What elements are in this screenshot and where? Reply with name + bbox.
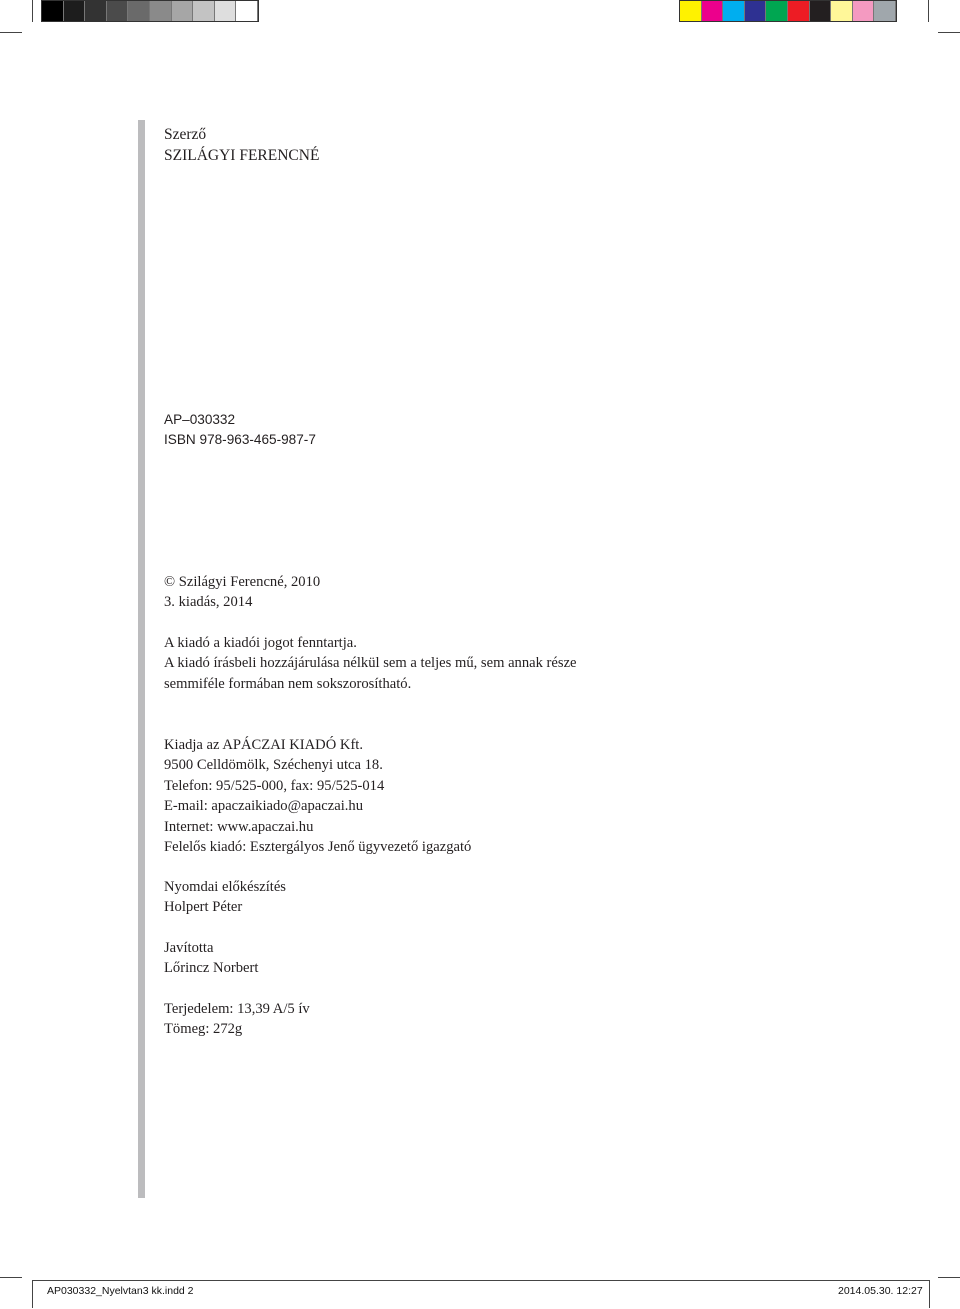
author-name: SZILÁGYI FERENCNÉ: [164, 147, 320, 164]
corrected-block: [164, 938, 258, 979]
color-swatch: [831, 1, 853, 21]
grey-swatch: [128, 1, 150, 21]
grey-swatch: [150, 1, 172, 21]
color-swatch: [788, 1, 810, 21]
grey-swatch: [215, 1, 237, 21]
weight-line: Tömeg: 272g: [164, 1021, 243, 1038]
publisher-address: 9500 Celldömölk, Széchenyi utca 18.: [164, 757, 383, 774]
publisher-website: Internet: www.apaczai.hu: [164, 818, 314, 835]
grey-swatch: [236, 1, 258, 21]
color-swatch: [723, 1, 745, 21]
grey-swatch: [42, 1, 64, 21]
prepress-block: [164, 877, 286, 918]
specs-block: [164, 999, 310, 1040]
publisher-block: [164, 735, 471, 857]
color-calibration-bar: [679, 0, 897, 22]
rights-block: [164, 633, 577, 694]
grey-swatch: [85, 1, 107, 21]
product-code: AP–030332: [164, 412, 236, 427]
corrected-label: Javította: [164, 940, 214, 956]
color-swatch: [745, 1, 767, 21]
crop-mark-top-right-vertical: [928, 0, 929, 22]
margin-rule: [138, 120, 145, 1198]
publisher-phone: Telefon: 95/525-000, fax: 95/525-014: [164, 777, 385, 794]
publisher-line-1: Kiadja az APÁCZAI KIADÓ Kft.: [164, 737, 364, 753]
slug-filename: AP030332_Nyelvtan3 kk.indd 2: [47, 1285, 194, 1297]
color-swatch: [702, 1, 724, 21]
author-block: [164, 124, 319, 166]
isbn: ISBN 978-963-465-987-7: [164, 432, 316, 448]
color-swatch: [810, 1, 832, 21]
grey-swatch: [64, 1, 86, 21]
slug-date: 2014.05.30. 12:27: [838, 1285, 923, 1297]
color-swatch: [766, 1, 788, 21]
crop-mark-bottom-right: [938, 1277, 960, 1278]
crop-mark-top-left: [0, 32, 22, 33]
crop-mark-bottom-left: [0, 1277, 22, 1278]
edition-line: 3. kiadás, 2014: [164, 594, 253, 611]
author-label: Szerző: [164, 126, 207, 143]
prepress-label: Nyomdai előkészítés: [164, 879, 286, 895]
publisher-email: E-mail: apaczaikiado@apaczai.hu: [164, 798, 363, 815]
identifier-block: [164, 410, 316, 451]
grey-swatch: [172, 1, 194, 21]
grey-swatch: [193, 1, 215, 21]
corrected-name: Lőrincz Norbert: [164, 960, 259, 977]
grey-calibration-bar: [41, 0, 259, 22]
crop-mark-top-left-vertical: [32, 0, 33, 22]
rights-line-3: semmiféle formában nem sokszorosítható.: [164, 675, 412, 692]
copyright-block: [164, 572, 320, 613]
rights-line-1: A kiadó a kiadói jogot fenntartja.: [164, 635, 357, 651]
color-swatch: [874, 1, 896, 21]
color-swatch: [680, 1, 702, 21]
extent-line: Terjedelem: 13,39 A/5 ív: [164, 1001, 310, 1017]
rights-line-2: A kiadó írásbeli hozzájárulása nélkül sem a teljes mű, sem annak része: [164, 655, 577, 672]
crop-mark-top-right: [938, 32, 960, 33]
publisher-responsible: Felelős kiadó: Esztergályos Jenő ügyvezető igazgató: [164, 839, 472, 856]
copyright-line: © Szilágyi Ferencné, 2010: [164, 574, 321, 590]
grey-swatch: [107, 1, 129, 21]
color-swatch: [853, 1, 875, 21]
prepress-name: Holpert Péter: [164, 899, 243, 916]
